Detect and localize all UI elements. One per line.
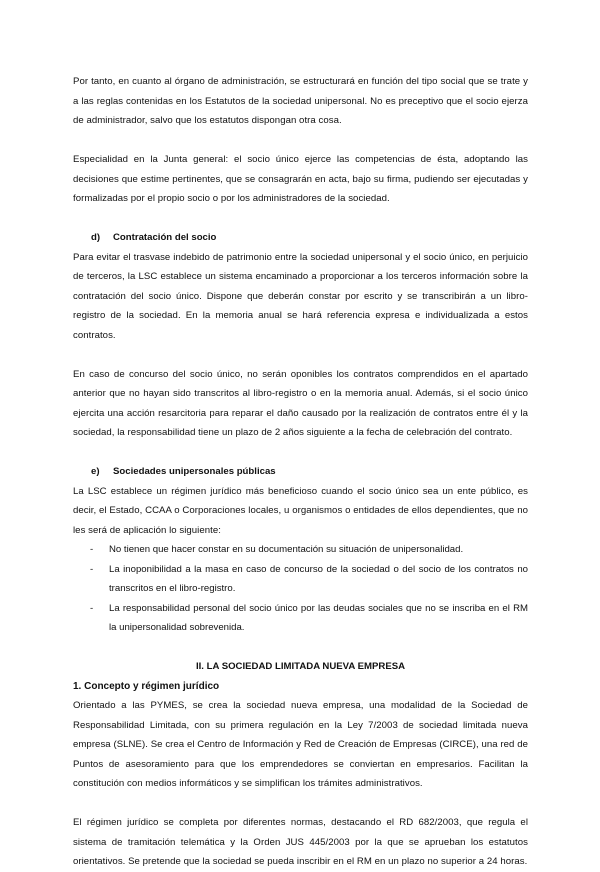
list-item-text: La inoponibilidad a la masa en caso de concurso de la sociedad o del socio de los contratos no transcritos en el libro-registro. bbox=[109, 563, 528, 594]
subheading-letter: e) bbox=[91, 466, 100, 477]
list-item bbox=[73, 560, 528, 599]
list-item-text: No tienen que hacer constar en su documentación su situación de unipersonalidad. bbox=[109, 544, 464, 555]
bullet-dash: - bbox=[90, 563, 94, 575]
paragraph-slne: Orientado a las PYMES, se crea la sociedad nueva empresa, una modalidad de la Sociedad de Responsabilidad Limitada, con su primera regulación en la Ley 7/2003 de sociedad limitada nueva empresa (SLNE). Se crea el Centro de Información y Red de Creación de Empresas (CIRCE), una red de Puntos de asesoramiento para que los emprendedores se conviertan en empresarios. Facilitan la constitución con medios informáticos y se simplifican los trámites administrativos. bbox=[73, 700, 528, 789]
paragraph-regimen-juridico: El régimen jurídico se completa por diferentes normas, destacando el RD 682/2003, que regula el sistema de tramitación telemática y la Orden JUS 445/2003 por la que se aprueban los estatutos orientativos. Se pretende que la sociedad se pueda inscribir en el RM en un plazo no superior a 24 horas. bbox=[73, 817, 528, 867]
subheading-letter: d) bbox=[91, 232, 101, 243]
paragraph-concurso-socio: En caso de concurso del socio único, no serán oponibles los contratos comprendidos en el apartado anterior que no hayan sido transcritos al libro-registro o en la memoria anual. Además, si el socio único ejercita una acción resarcitoria para reparar el daño causado por la realización de contratos entre él y la sociedad, la responsabilidad tiene un plazo de 2 años siguiente a la fecha de celebración del contrato. bbox=[73, 368, 528, 438]
subheading-title: Sociedades unipersonales públicas bbox=[113, 466, 276, 477]
list-item-text: La responsabilidad personal del socio único por las deudas sociales que no se inscriba en el RM la unipersonalidad sobrevenida. bbox=[109, 602, 528, 633]
paragraph-gap bbox=[73, 131, 528, 151]
paragraph-regimen-beneficioso: La LSC establece un régimen jurídico más beneficioso cuando el socio único sea un ente público, es decir, el Estado, CCAA o Corporaciones locales, u organismos o entidades de ellos dependientes, que no les será de aplicación lo siguiente: bbox=[73, 485, 528, 536]
subheading-sociedades-publicas bbox=[73, 462, 528, 482]
paragraph-gap bbox=[73, 345, 528, 365]
paragraph-trasvase-patrimonio: Para evitar el trasvase indebido de patrimonio entre la sociedad unipersonal y el socio único, en perjuicio de terceros, la LSC establece un sistema encaminado a proporcionar a los terceros información sobre la contratación del socio único. Dispone que deberán constar por escrito y se transcribirán a un libro-registro de la sociedad. En la memoria anual se hará referencia expresa e individualizada a estos contratos. bbox=[73, 251, 528, 341]
bullet-dash: - bbox=[90, 544, 94, 555]
paragraph-gap bbox=[73, 443, 528, 463]
section-subtitle: 1. Concepto y régimen jurídico bbox=[73, 680, 220, 692]
bullet-list bbox=[73, 540, 528, 638]
bullet-dash: - bbox=[90, 602, 94, 614]
paragraph-organo-administracion: Por tanto, en cuanto al órgano de administración, se estructurará en función del tipo social que se trate y a las reglas contenidas en los Estatutos de la sociedad unipersonal. No es preceptivo que el socio ejerza de administrador, salvo que los estatutos dispongan otra cosa. bbox=[73, 76, 528, 126]
paragraph-gap bbox=[73, 209, 528, 229]
list-item bbox=[73, 599, 528, 638]
paragraph-junta-general: Especialidad en la Junta general: el socio único ejerce las competencias de ésta, adoptando las decisiones que estime pertinentes, que se consagrarán en acta, bajo su firma, pudiendo ser ejecutadas y formalizadas por el propio socio o por los administradores de la sociedad. bbox=[73, 154, 528, 204]
subheading-title: Contratación del socio bbox=[113, 232, 217, 243]
list-item bbox=[73, 540, 528, 560]
paragraph-gap bbox=[73, 638, 528, 658]
section-title: II. LA SOCIEDAD LIMITADA NUEVA EMPRESA bbox=[195, 661, 406, 672]
paragraph-gap bbox=[73, 794, 528, 814]
subheading-contratacion-socio bbox=[73, 228, 528, 248]
